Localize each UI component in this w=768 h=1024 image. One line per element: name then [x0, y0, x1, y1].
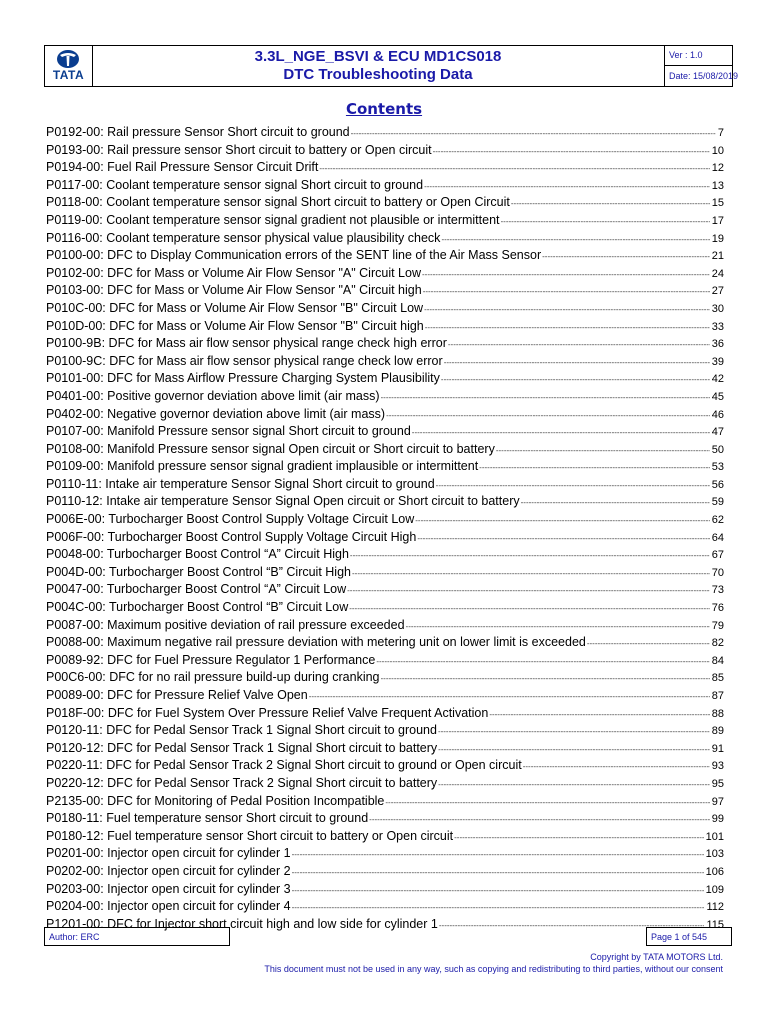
toc-entry-label: P0192-00: Rail pressure Sensor Short circuit to ground — [46, 125, 350, 139]
toc-page-number: 82 — [711, 637, 724, 650]
toc-page-number: 19 — [711, 232, 724, 245]
toc-leader — [454, 829, 704, 846]
toc-leader — [415, 512, 709, 529]
toc-page-number: 79 — [711, 619, 724, 632]
toc-leader — [523, 758, 710, 775]
toc-leader — [417, 530, 709, 547]
toc-entry[interactable] — [46, 617, 724, 635]
toc-entry-label: P0116-00: Coolant temperature sensor physical value plausibility check — [46, 230, 441, 245]
toc-entry[interactable] — [46, 335, 724, 353]
toc-entry[interactable] — [46, 318, 724, 336]
toc-entry[interactable] — [46, 282, 724, 300]
toc-leader — [441, 371, 710, 388]
toc-page-number: 46 — [711, 408, 724, 421]
toc-page-number: 15 — [711, 197, 724, 210]
toc-page-number: 112 — [706, 901, 724, 914]
toc-entry[interactable] — [46, 775, 724, 793]
toc-entry[interactable] — [46, 370, 724, 388]
toc-entry-label: P0180-11: Fuel temperature sensor Short circuit to ground — [46, 811, 369, 826]
toc-page-number: 88 — [711, 707, 724, 720]
document-title — [92, 46, 664, 86]
toc-leader — [422, 266, 710, 283]
toc-page-number: 87 — [711, 690, 724, 702]
toc-entry[interactable] — [46, 898, 724, 916]
toc-entry-label: P010C-00: DFC for Mass or Volume Air Flow Sensor "B" Circuit Low — [46, 300, 424, 315]
toc-entry-label: P004C-00: Turbocharger Boost Control “B” Circuit Low — [46, 600, 349, 615]
toc-leader — [349, 600, 710, 617]
toc-page-number: 42 — [711, 373, 724, 386]
title-line-2: DTC Troubleshooting Data — [283, 66, 473, 83]
toc-leader — [319, 160, 709, 177]
toc-entry[interactable] — [46, 458, 724, 476]
toc-entry-label: P0204-00: Injector open circuit for cylinder 4 — [46, 899, 291, 914]
toc-entry-label: P0110-11: Intake air temperature Sensor Signal Short circuit to ground — [46, 476, 435, 491]
toc-entry-label: P0100-9B: DFC for Mass air flow sensor physical range check high error — [46, 336, 447, 351]
toc-page-number: 70 — [711, 566, 724, 579]
toc-entry-label: P004D-00: Turbocharger Boost Control “B” Circuit High — [46, 564, 351, 579]
toc-entry-label: P0047-00: Turbocharger Boost Control “A” Circuit Low — [46, 582, 347, 597]
toc-entry[interactable] — [46, 810, 724, 828]
toc-entry-label: P0088-00: Maximum negative rail pressure deviation with metering unit on lower limit is exceeded — [46, 635, 586, 650]
toc-page-number: 7 — [717, 127, 724, 139]
toc-entry[interactable] — [46, 740, 724, 758]
toc-page-number: 39 — [711, 355, 724, 368]
toc-entry[interactable] — [46, 793, 724, 811]
toc-entry-label: P2135-00: DFC for Monitoring of Pedal Position Incompatible — [46, 793, 385, 808]
toc-entry[interactable] — [46, 564, 724, 582]
toc-entry-label: P0100-9C: DFC for Mass air flow sensor physical range check low error — [46, 353, 443, 368]
toc-entry[interactable] — [46, 142, 724, 160]
toc-entry-label: P00C6-00: DFC for no rail pressure build-up during cranking — [46, 670, 380, 685]
toc-entry-label: P0119-00: Coolant temperature sensor signal gradient not plausible or intermittent — [46, 212, 500, 227]
toc-leader — [381, 670, 710, 687]
toc-entry[interactable] — [46, 476, 724, 494]
toc-entry-label: P0120-12: DFC for Pedal Sensor Track 1 Signal Short circuit to battery — [46, 740, 438, 755]
toc-page-number: 106 — [705, 865, 724, 878]
toc-page-number: 17 — [711, 214, 724, 227]
toc-entry[interactable] — [46, 828, 724, 846]
toc-entry[interactable] — [46, 705, 724, 723]
toc-entry[interactable] — [46, 159, 724, 177]
tata-emblem-icon — [56, 49, 80, 69]
title-line-1: 3.3L_NGE_BSVI & ECU MD1CS018 — [254, 48, 502, 65]
toc-page-number: 45 — [711, 390, 724, 403]
toc-leader — [489, 706, 709, 723]
toc-entry-label: P0087-00: Maximum positive deviation of rail pressure exceeded — [46, 617, 405, 632]
toc-page-number: 67 — [711, 549, 724, 562]
toc-leader — [381, 389, 710, 406]
toc-leader — [423, 283, 710, 300]
toc-entry[interactable] — [46, 757, 724, 775]
toc-entry-label: P018F-00: DFC for Fuel System Over Pressure Relief Valve Frequent Activation — [46, 705, 489, 720]
disclaimer-text: This document must not be used in any way, such as copying and redistributing to third parties, without our consent — [264, 964, 723, 974]
toc-entry-label: P0100-00: DFC to Display Communication errors of the SENT line of the Air Mass Sensor — [46, 248, 542, 263]
toc-page-number: 115 — [706, 918, 724, 931]
toc-entry-label: P0103-00: DFC for Mass or Volume Air Flow Sensor "A" Circuit high — [46, 283, 422, 298]
toc-entry[interactable] — [46, 406, 724, 424]
toc-entry-label: P006E-00: Turbocharger Boost Control Supply Voltage Circuit Low — [46, 512, 415, 527]
toc-entry[interactable] — [46, 634, 724, 652]
toc-entry-label: P0220-11: DFC for Pedal Sensor Track 2 Signal Short circuit to ground or Open circuit — [46, 758, 522, 773]
toc-leader — [441, 231, 709, 248]
toc-leader — [448, 336, 710, 353]
toc-entry-label: P0202-00: Injector open circuit for cylinder 2 — [46, 863, 291, 878]
toc-leader — [292, 864, 704, 881]
toc-entry-label: P0193-00: Rail pressure sensor Short circuit to battery or Open circuit — [46, 142, 432, 157]
toc-page-number: 12 — [711, 162, 724, 175]
toc-entry-label: P0402-00: Negative governor deviation above limit (air mass) — [46, 406, 386, 421]
toc-leader — [292, 846, 704, 863]
toc-entry-label: P0120-11: DFC for Pedal Sensor Track 1 Signal Short circuit to ground — [46, 723, 437, 738]
toc-entry-label: P010D-00: DFC for Mass or Volume Air Flow Sensor "B" Circuit high — [46, 318, 424, 333]
toc-page-number: 64 — [711, 531, 724, 544]
toc-entry[interactable] — [46, 845, 724, 863]
toc-entry-label: P0107-00: Manifold Pressure sensor signal Short circuit to ground — [46, 424, 411, 439]
toc-entry[interactable] — [46, 212, 724, 230]
table-of-contents — [46, 124, 724, 933]
toc-page-number: 97 — [711, 795, 724, 808]
toc-leader — [438, 723, 710, 740]
toc-entry[interactable] — [46, 493, 724, 511]
toc-entry[interactable] — [46, 881, 724, 899]
toc-entry[interactable] — [46, 353, 724, 371]
toc-leader — [424, 178, 710, 195]
toc-leader — [425, 319, 710, 336]
document-header — [44, 45, 739, 87]
toc-page-number: 36 — [711, 338, 724, 351]
toc-page-number: 30 — [711, 302, 724, 315]
toc-page-number: 21 — [711, 250, 724, 263]
toc-page-number: 27 — [711, 285, 724, 298]
toc-leader — [521, 494, 710, 511]
toc-page-number: 93 — [711, 760, 724, 773]
toc-page-number: 109 — [705, 883, 724, 896]
version-label: Ver : 1.0 — [669, 50, 703, 60]
toc-leader — [424, 301, 710, 318]
toc-page-number: 76 — [711, 602, 724, 615]
toc-leader — [511, 195, 710, 212]
toc-entry[interactable] — [46, 863, 724, 881]
toc-entry-label: P0180-12: Fuel temperature sensor Short circuit to battery or Open circuit — [46, 828, 454, 843]
toc-page-number: 62 — [711, 514, 724, 527]
toc-leader — [376, 653, 709, 670]
toc-entry-label: P1201-00: DFC for Injector short circuit high and low side for cylinder 1 — [46, 916, 438, 931]
toc-entry-label: P0220-12: DFC for Pedal Sensor Track 2 Signal Short circuit to battery — [46, 775, 438, 790]
toc-entry-label: P0401-00: Positive governor deviation above limit (air mass) — [46, 388, 380, 403]
toc-leader — [352, 565, 710, 582]
toc-entry-label: P0089-92: DFC for Fuel Pressure Regulator 1 Performance — [46, 652, 376, 667]
toc-page-number: 91 — [711, 742, 724, 755]
toc-entry-label: P0108-00: Manifold Pressure sensor signal Open circuit or Short circuit to battery — [46, 441, 495, 456]
copyright-text: Copyright by TATA MOTORS Ltd. — [590, 952, 723, 962]
toc-leader — [479, 459, 710, 476]
toc-leader — [350, 547, 710, 564]
toc-entry[interactable] — [46, 669, 724, 687]
toc-page-number: 59 — [711, 496, 724, 509]
toc-entry-label: P0109-00: Manifold pressure sensor signal gradient implausible or intermittent — [46, 459, 479, 474]
toc-entry[interactable] — [46, 247, 724, 265]
toc-entry[interactable] — [46, 194, 724, 212]
toc-entry-label: P0203-00: Injector open circuit for cylinder 3 — [46, 881, 291, 896]
toc-leader — [496, 442, 710, 459]
toc-entry[interactable] — [46, 687, 724, 705]
footer-author: Author: ERC — [44, 927, 230, 946]
toc-leader — [406, 618, 710, 635]
toc-entry[interactable] — [46, 652, 724, 670]
toc-leader — [309, 688, 710, 705]
toc-page-number: 85 — [711, 672, 724, 685]
toc-page-number: 53 — [711, 461, 724, 474]
toc-page-number: 101 — [705, 830, 724, 843]
toc-entry[interactable] — [46, 529, 724, 547]
toc-page-number: 56 — [711, 478, 724, 491]
toc-page-number: 99 — [711, 813, 724, 826]
toc-entry[interactable] — [46, 441, 724, 459]
toc-leader — [385, 794, 709, 811]
toc-entry[interactable] — [46, 423, 724, 441]
toc-entry-label: P006F-00: Turbocharger Boost Control Supply Voltage Circuit High — [46, 529, 417, 544]
toc-entry[interactable] — [46, 546, 724, 564]
toc-page-number: 73 — [711, 584, 724, 597]
toc-page-number: 10 — [711, 144, 724, 157]
toc-entry-label: P0118-00: Coolant temperature sensor signal Short circuit to battery or Open Circuit — [46, 195, 510, 210]
toc-entry-label: P0102-00: DFC for Mass or Volume Air Flow Sensor "A" Circuit Low — [46, 265, 421, 280]
toc-leader — [444, 354, 710, 371]
toc-entry-label: P0101-00: DFC for Mass Airflow Pressure Charging System Plausibility — [46, 371, 440, 386]
toc-entry[interactable] — [46, 581, 724, 599]
toc-leader — [412, 424, 710, 441]
toc-entry[interactable] — [46, 599, 724, 617]
toc-entry[interactable] — [46, 511, 724, 529]
toc-leader — [369, 811, 710, 828]
toc-leader — [386, 407, 710, 424]
toc-leader — [438, 776, 710, 793]
toc-leader — [501, 213, 710, 230]
toc-page-number: 33 — [711, 320, 724, 333]
toc-leader — [292, 899, 705, 916]
toc-leader — [292, 882, 704, 899]
toc-entry[interactable] — [46, 265, 724, 283]
toc-leader — [438, 741, 710, 758]
toc-entry-label: P0194-00: Fuel Rail Pressure Sensor Circuit Drift — [46, 160, 319, 175]
toc-entry-label: P0201-00: Injector open circuit for cylinder 1 — [46, 846, 291, 861]
toc-page-number: 50 — [711, 443, 724, 456]
toc-page-number: 13 — [711, 179, 724, 192]
logo-wordmark: TATA — [52, 68, 85, 82]
toc-entry-label: P0110-12: Intake air temperature Sensor Signal Open circuit or Short circuit to battery — [46, 494, 520, 509]
toc-leader — [347, 582, 710, 599]
toc-page-number: 84 — [711, 654, 724, 667]
tata-logo — [45, 46, 93, 86]
toc-entry-label: P0048-00: Turbocharger Boost Control “A” Circuit High — [46, 547, 349, 562]
toc-entry-label: P0117-00: Coolant temperature sensor signal Short circuit to ground — [46, 177, 424, 192]
toc-page-number: 95 — [711, 777, 724, 790]
toc-entry[interactable] — [46, 300, 724, 318]
toc-entry-label: P0089-00: DFC for Pressure Relief Valve Open — [46, 688, 308, 702]
toc-entry[interactable] — [46, 124, 724, 142]
toc-page-number: 24 — [711, 267, 724, 280]
toc-leader — [351, 125, 716, 142]
date-label: Date: 15/08/2019 — [665, 65, 733, 86]
toc-leader — [433, 143, 710, 160]
footer-page-number: Page 1 of 545 — [646, 927, 732, 946]
contents-heading: Contents — [345, 100, 423, 118]
toc-entry[interactable] — [46, 177, 724, 195]
toc-leader — [542, 248, 710, 265]
toc-page-number: 103 — [705, 848, 724, 861]
toc-leader — [436, 477, 710, 494]
toc-page-number: 89 — [711, 725, 724, 738]
toc-entry[interactable] — [46, 722, 724, 740]
toc-entry[interactable] — [46, 388, 724, 406]
document-meta — [664, 46, 739, 86]
toc-entry[interactable] — [46, 230, 724, 248]
toc-leader — [587, 635, 710, 652]
toc-page-number: 47 — [711, 426, 724, 439]
